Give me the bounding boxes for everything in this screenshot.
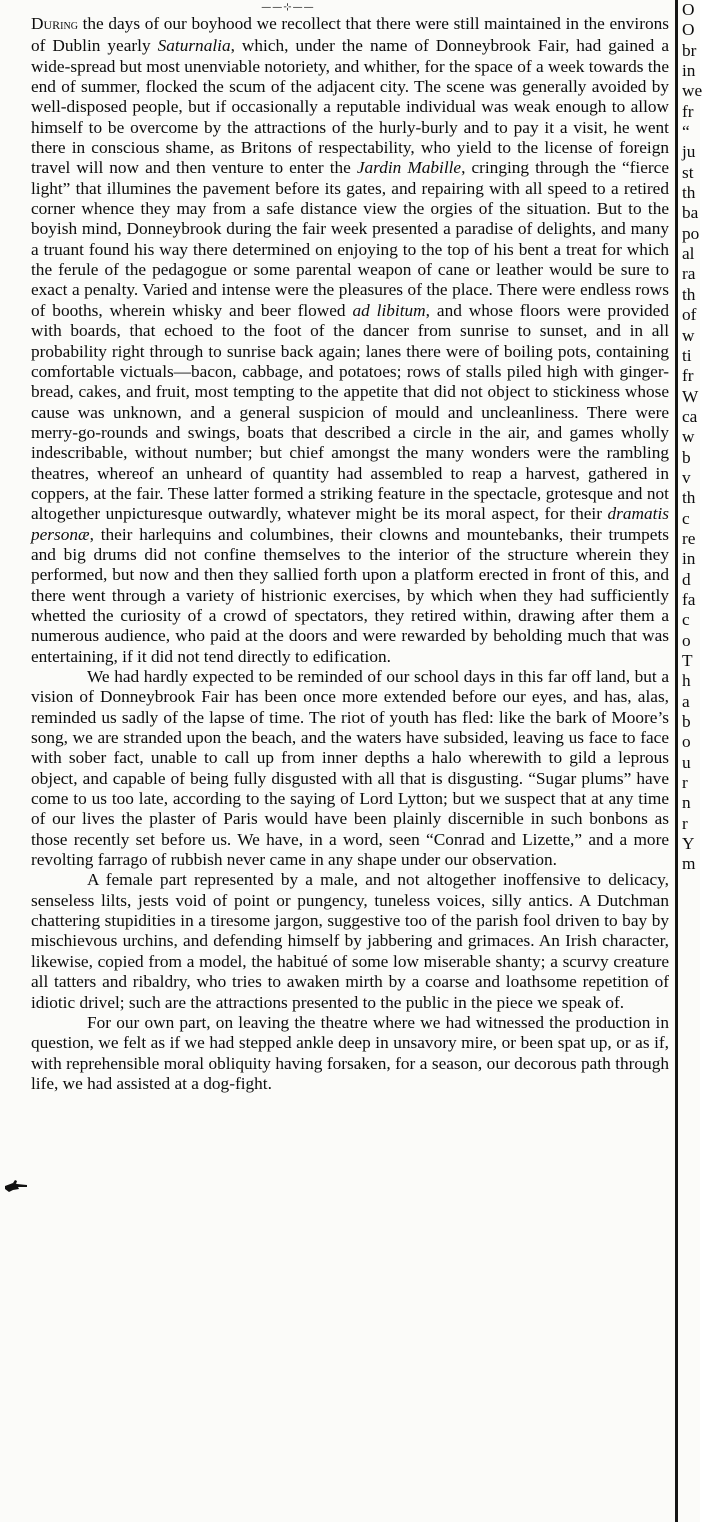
article-column	[31, 14, 669, 1094]
adjacent-fragment: Y	[682, 834, 695, 854]
p1-text-a: the days of our boyhood we recollect that there were still maintained in the environs of Dublin yearly	[31, 14, 669, 56]
drop-cap-rest: ing	[60, 18, 78, 33]
pointing-hand-icon	[4, 1177, 28, 1195]
adjacent-fragment: ba	[682, 203, 699, 223]
adjacent-fragment: c	[682, 508, 690, 528]
adjacent-fragment: v	[682, 467, 691, 487]
adjacent-fragment: po	[682, 223, 700, 243]
adjacent-fragment: “	[682, 122, 690, 142]
adjacent-fragment: b	[682, 447, 691, 467]
paragraph-4: For our own part, on leaving the theatre where we had witnessed the production in question, we felt as if we had stepped ankle deep in unsavory mire, or been spat up, or as if, with reprehensible moral obliquity having forsaken, for a season, our decorous path through life, we had assisted at a dog-fight.	[31, 1012, 669, 1093]
adjacent-fragment: ra	[682, 264, 696, 284]
adjacent-fragment: r	[682, 813, 688, 833]
adjacent-fragment: st	[682, 162, 694, 182]
header-ornament: ——⊹——	[261, 2, 315, 13]
adjacent-fragment: n	[682, 793, 691, 813]
adjacent-fragment: o	[682, 732, 691, 752]
adjacent-fragment: th	[682, 488, 696, 508]
adjacent-fragment: w	[682, 427, 695, 447]
adjacent-fragment: T	[682, 651, 693, 670]
adjacent-fragment: ca	[682, 406, 698, 426]
adjacent-fragment: m	[682, 854, 696, 874]
adjacent-fragment: in	[682, 549, 696, 569]
adjacent-fragment: o	[682, 630, 691, 650]
adjacent-fragment: w	[682, 325, 695, 345]
paragraph-2: We had hardly expected to be reminded of our school days in this far off land, but a vision of Donneybrook Fair has been once more extended before our eyes, and has, alas, reminded us sadly of the lapse of time. The riot of youth has fled: like the bark of Moore’s song, we are stranded upon the beach, and the waters have subsided, leaving us face to face with sober fact, unable to call up from inner depths a halo wherewith to gild a leprous object, and capable of being fully disgusted with all that is disgusting. “Sugar plums” have come to us too late, according to the saying of Lord Lytton; but we suspect that at any time of our lives the plaster of Paris would have been plainly discernible in such bonbons as those recently set before us. We have, in a word, seen “Conrad and Lizette,” and a more revolting farrago of rubbish never came in any shape under our observation.	[31, 667, 669, 870]
p1-italic-saturnalia: Saturnalia	[157, 36, 231, 56]
p1-text-d: , and whose floors were provided with boards, that echoed to the foot of the dancer from sunrise to sunset, and in all probability right through to sunrise back again; lanes there were of boiling pots, containing comfortable victuals—bacon, cabbage, and potatoes; rows of stalls piled high with ginger-bread, cakes, and fruit, most tempting to the appetite that did not object to stickiness whose cause was unknown, and a general suspicion of mould and uncleanliness. There were merry-go-rounds and swings, boats that described a circle in the air, and games wholly indescribable, without number; but chief amongst the many wonders were the rambling theatres, whereof an unheard of quantity had assembled to reap a harvest, gathered in coppers, at the fair. These latter formed a striking feature in the spectacle, grotesque and not altogether unpicturesque outwardly, whatever might be its moral aspect, for their	[31, 300, 669, 524]
p1-italic-ad-libitum: ad libitum	[352, 300, 426, 320]
adjacent-fragment: fa	[682, 589, 696, 609]
paragraph-1	[31, 14, 669, 667]
p1-italic-jardin: Jardin Mabille	[356, 158, 462, 178]
adjacent-fragment: of	[682, 305, 697, 325]
adjacent-fragment: a	[682, 691, 690, 711]
adjacent-fragment: fr	[682, 101, 694, 121]
adjacent-fragment: O	[682, 20, 695, 40]
adjacent-fragment: al	[682, 244, 695, 264]
adjacent-fragment: th	[682, 183, 696, 203]
p1-italic-dramatis: dramatis personæ	[31, 504, 669, 544]
adjacent-fragment: r	[682, 773, 688, 793]
adjacent-fragment: re	[682, 528, 696, 548]
drop-cap-word	[31, 14, 78, 33]
p1-text-b: , which, under the name of Donneybrook Fair, had gained a wide-spread but most unenviable notoriety, and whither, for the space of a week towards the end of summer, flocked the scum of the adjacent city. The scene was generally avoided by well-disposed people, but if occasionally a reputable individual was weak enough to allow himself to be overcome by the attractions of the hurly-burly and to pay it a visit, he went there in conscious shame, as Britons of respectability, who yield to the license of foreign travel will now and then venture to enter the	[31, 36, 669, 178]
adjacent-fragment: h	[682, 671, 691, 691]
p1-text-c: , cringing through the “fierce light” that illumines the pavement before its gates, and repairing with all speed to a retired corner whence they may from a safe distance view the orgies of the situation. But to the boyish mind, Donneybrook during the fair week presented a paradise of delights, and many a truant found his way there determined on enjoying to the top of his bent a treat for which the ferule of the pedagogue or some parental weapon of cane or leather would be sure to exact a penalty. Varied and intense were the pleasures of the place. There were endless rows of booths, wherein whisky and beer flowed	[31, 158, 669, 320]
paragraph-3: A female part represented by a male, and not altogether inoffensive to delicacy, senseless lilts, jests void of point or pungency, tuneless voices, silly antics. A Dutchman chattering stupidities in a tiresome jargon, suggestive too of the parish fool driven to bay by mischievous urchins, and defending himself by jabbering and grimaces. An Irish character, likewise, copied from a model, the habitué of some low miserable shanty; a scurvy creature all tatters and ribaldry, who tries to awaken mirth by a coarse and loathsome repetition of idiotic drivel; such are the attractions presented to the public in the piece we speak of.	[31, 870, 669, 1012]
adjacent-fragment: b	[682, 712, 691, 732]
column-rule	[675, 0, 678, 1522]
adjacent-fragment: W	[682, 386, 699, 406]
adjacent-fragment: ju	[682, 142, 696, 162]
adjacent-column-fragments	[682, 0, 700, 1522]
adjacent-fragment: br	[682, 40, 697, 60]
p1-text-e: , their harlequins and columbines, their clowns and mountebanks, their trumpets and big drums did not confine themselves to the interior of the structure wherein they performed, but now and then they sallied forth upon a platform erected in front of this, and there went through a variety of histrionic exercises, by which when they had sufficiently whetted the curiosity of a crowd of spectators, they retired within, drawing after them a numerous audience, who paid at the doors and were rewarded by beholding much that was entertaining, if it did not tend directly to edification.	[31, 524, 669, 666]
adjacent-fragment: fr	[682, 366, 694, 386]
adjacent-fragment: c	[682, 610, 690, 630]
adjacent-fragment: ti	[682, 345, 692, 365]
adjacent-fragment: in	[682, 61, 696, 81]
drop-cap-start: Dur	[31, 14, 61, 33]
adjacent-fragment: th	[682, 284, 696, 304]
adjacent-fragment: d	[682, 569, 691, 589]
adjacent-fragment: u	[682, 752, 691, 772]
adjacent-fragment: we	[682, 81, 702, 101]
adjacent-fragment: O	[682, 0, 695, 19]
